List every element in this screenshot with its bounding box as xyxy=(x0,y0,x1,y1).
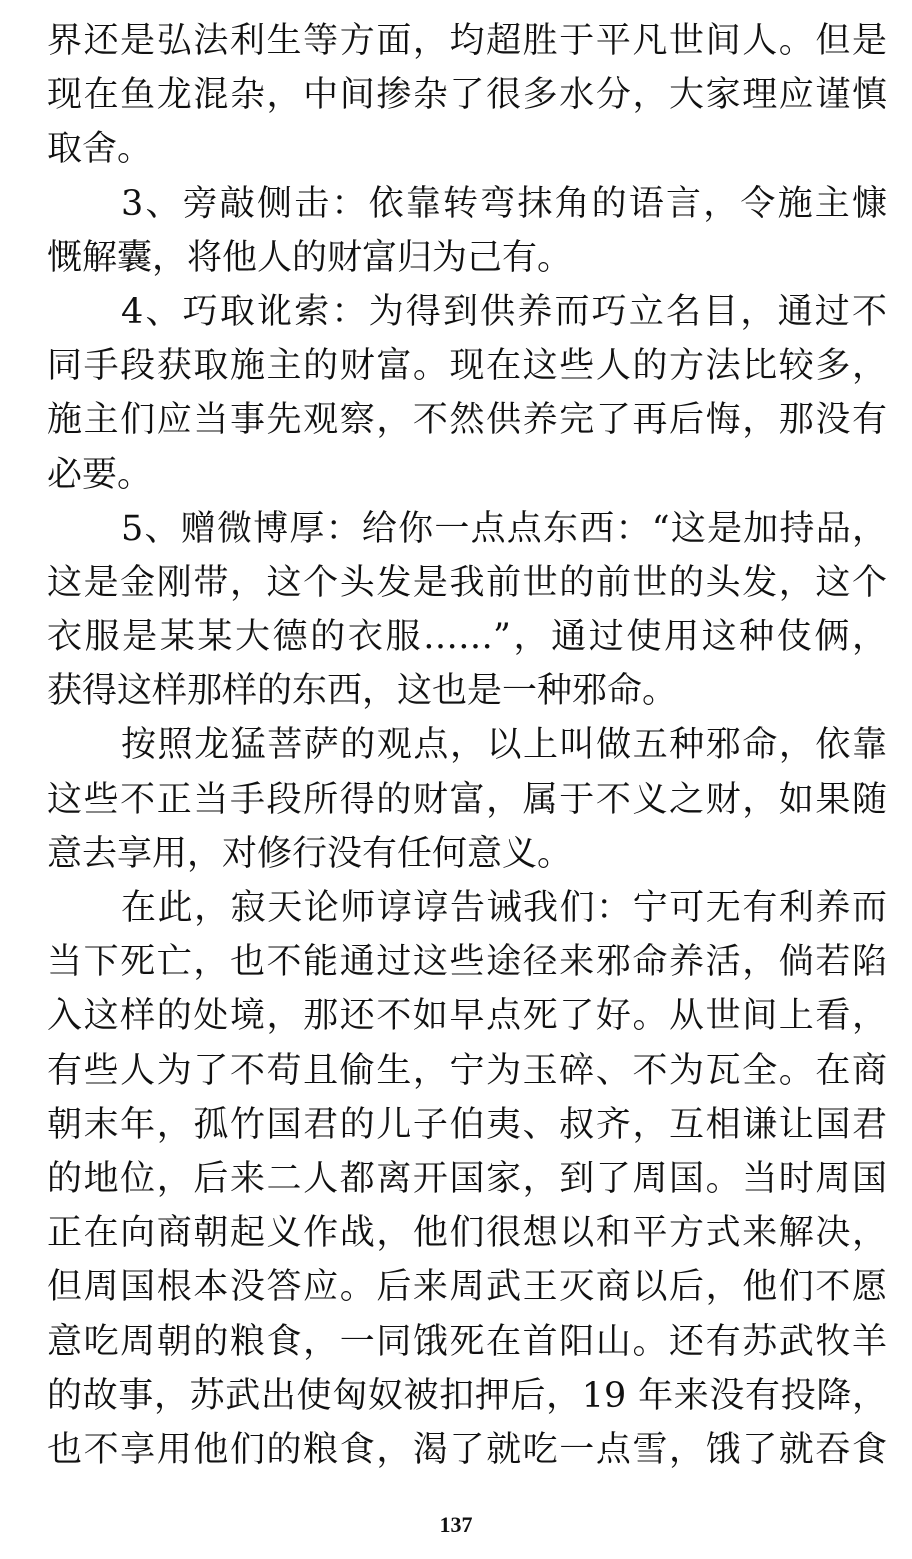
text-line: 但周国根本没答应。后来周武王灭商以后，他们不愿 xyxy=(47,1267,887,1308)
text-line: 5、赠微博厚：给你一点点东西：“这是加持品， xyxy=(121,508,887,549)
text-line: 入这样的处境，那还不如早点死了好。从世间上看， xyxy=(47,996,887,1037)
text-line: 这是金刚带，这个头发是我前世的前世的头发，这个 xyxy=(47,562,887,603)
text-line: 当下死亡，也不能通过这些途径来邪命养活，倘若陷 xyxy=(47,942,887,983)
text-line: 在此，寂天论师谆谆告诫我们：宁可无有利养而 xyxy=(121,888,887,928)
page-number: 137 xyxy=(439,1512,473,1537)
text-line: 施主们应当事先观察，不然供养完了再后悔，那没有 xyxy=(47,400,887,441)
text-line: 衣服是某某大德的衣服……”，通过使用这种伎俩， xyxy=(47,617,887,658)
text-line: 正在向商朝起义作战，他们很想以和平方式来解决， xyxy=(47,1213,887,1254)
text-line: 有些人为了不苟且偷生，宁为玉碎、不为瓦全。在商 xyxy=(47,1050,887,1091)
text-line: 必要。 xyxy=(47,454,153,495)
text-line: 意去享用，对修行没有任何意义。 xyxy=(47,833,573,874)
text-line: 同手段获取施主的财富。现在这些人的方法比较多， xyxy=(47,346,887,387)
text-line: 的地位，后来二人都离开国家，到了周国。当时周国 xyxy=(47,1158,887,1199)
page-body xyxy=(47,14,887,1477)
text-line: 界还是弘法利生等方面，均超胜于平凡世间人。但是 xyxy=(47,21,887,61)
text-line: 朝末年，孤竹国君的儿子伯夷、叔齐，互相谦让国君 xyxy=(47,1104,887,1145)
text-line: 这些不正当手段所得的财富，属于不义之财，如果随 xyxy=(47,779,887,820)
text-line: 获得这样那样的东西，这也是一种邪命。 xyxy=(47,671,678,712)
text-line: 的故事，苏武出使匈奴被扣押后，19 年来没有投降， xyxy=(47,1375,887,1416)
text-line: 4、巧取讹索：为得到供养而巧立名目，通过不 xyxy=(121,291,887,332)
text-line: 意吃周朝的粮食，一同饿死在首阳山。还有苏武牧羊 xyxy=(47,1321,887,1362)
text-line: 按照龙猛菩萨的观点，以上叫做五种邪命，依靠 xyxy=(121,725,887,766)
text-line: 3、旁敲侧击：依靠转弯抹角的语言，令施主慷 xyxy=(121,183,887,224)
text-line: 慨解囊，将他人的财富归为己有。 xyxy=(47,237,573,278)
text-line: 取舍。 xyxy=(47,129,153,170)
text-line: 也不享用他们的粮食，渴了就吃一点雪，饿了就吞食 xyxy=(47,1429,887,1470)
text-line: 现在鱼龙混杂，中间掺杂了很多水分，大家理应谨慎 xyxy=(47,75,887,116)
